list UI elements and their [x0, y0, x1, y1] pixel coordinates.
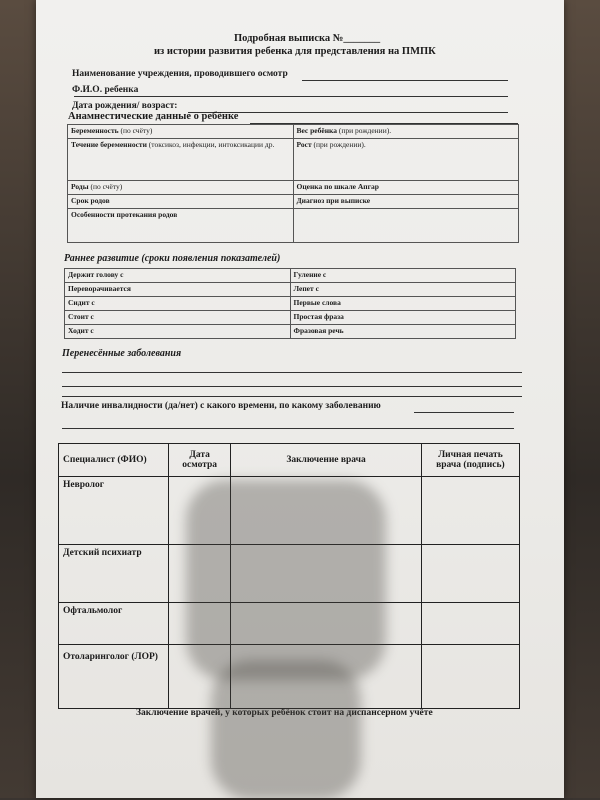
hand-shadow-lower [211, 660, 361, 800]
col-header-specialist: Специалист (ФИО) [59, 444, 169, 477]
diseases-heading: Перенесённые заболевания [62, 348, 182, 359]
specialist-signature-cell[interactable] [421, 477, 519, 545]
footer-note: Заключение врачей, у которых ребёнок стоит на диспансерном учёте [136, 708, 433, 718]
specialist-name-neurologist: Невролог [59, 477, 169, 545]
document-subtitle: из истории развития ребенка для представления на ПМПК [154, 46, 436, 57]
early-cell[interactable]: Ходит с [65, 325, 291, 339]
specialist-name-psychiatrist: Детский психиатр [59, 545, 169, 603]
field-child-name-label: Ф.И.О. ребенка [72, 85, 139, 95]
hand-shadow [186, 480, 386, 680]
specialist-signature-cell[interactable] [421, 645, 519, 709]
early-cell[interactable]: Держит голову с [65, 269, 291, 283]
early-cell[interactable]: Фразовая речь [290, 325, 516, 339]
anamnesis-cell[interactable]: Течение беременности (токсикоз, инфекции, интоксикации др. [68, 139, 294, 181]
specialist-name-ent: Отоларинголог (ЛОР) [59, 645, 169, 709]
col-header-date: Дата осмотра [168, 444, 230, 477]
anamnesis-cell[interactable]: Диагноз при выписке [293, 195, 519, 209]
disability-label: Наличие инвалидности (да/нет) с какого времени, по какому заболеванию [61, 401, 381, 411]
field-birthdate-label: Дата рождения/ возраст: [72, 101, 178, 111]
early-cell[interactable]: Стоит с [65, 311, 291, 325]
specialist-signature-cell[interactable] [421, 545, 519, 603]
anamnesis-cell[interactable]: Срок родов [68, 195, 294, 209]
document-title: Подробная выписка №_______ [234, 33, 381, 44]
diseases-line-2[interactable] [62, 386, 522, 387]
anamnesis-cell[interactable]: Вес ребёнка (при рождении). [293, 125, 519, 139]
anamnesis-cell[interactable]: Беременность (по счёту) [68, 125, 294, 139]
early-cell[interactable]: Лепет с [290, 283, 516, 297]
diseases-line-3[interactable] [62, 396, 522, 397]
early-development-table [64, 268, 516, 339]
col-header-conclusion: Заключение врача [231, 444, 422, 477]
anamnesis-cell[interactable]: Роды (по счёту) [68, 181, 294, 195]
early-cell[interactable]: Сидит с [65, 297, 291, 311]
field-child-name-line[interactable] [146, 96, 508, 97]
col-header-signature: Личная печать врача (подпись) [421, 444, 519, 477]
field-institution-line[interactable] [302, 80, 508, 81]
anamnesis-heading: Анамнестические данные о ребёнке [68, 111, 239, 122]
document-sheet [36, 0, 564, 798]
specialist-signature-cell[interactable] [421, 603, 519, 645]
early-cell[interactable]: Переворачивается [65, 283, 291, 297]
specialist-name-ophthalmologist: Офтальмолог [59, 603, 169, 645]
early-cell[interactable]: Гуление с [290, 269, 516, 283]
disability-line[interactable] [414, 412, 514, 413]
early-cell[interactable]: Первые слова [290, 297, 516, 311]
field-institution-label: Наименование учреждения, проводившего осмотр [72, 69, 288, 79]
anamnesis-cell[interactable]: Особенности протекания родов [68, 209, 294, 243]
early-development-heading: Раннее развитие (сроки появления показателей) [64, 253, 281, 264]
anamnesis-cell[interactable]: Рост (при рождении). [293, 139, 519, 181]
diseases-line-1[interactable] [62, 372, 522, 373]
anamnesis-cell[interactable] [293, 209, 519, 243]
anamnesis-table [67, 124, 519, 243]
early-cell[interactable]: Простая фраза [290, 311, 516, 325]
disability-line-2[interactable] [62, 428, 514, 429]
anamnesis-cell[interactable]: Оценка по шкале Апгар [293, 181, 519, 195]
